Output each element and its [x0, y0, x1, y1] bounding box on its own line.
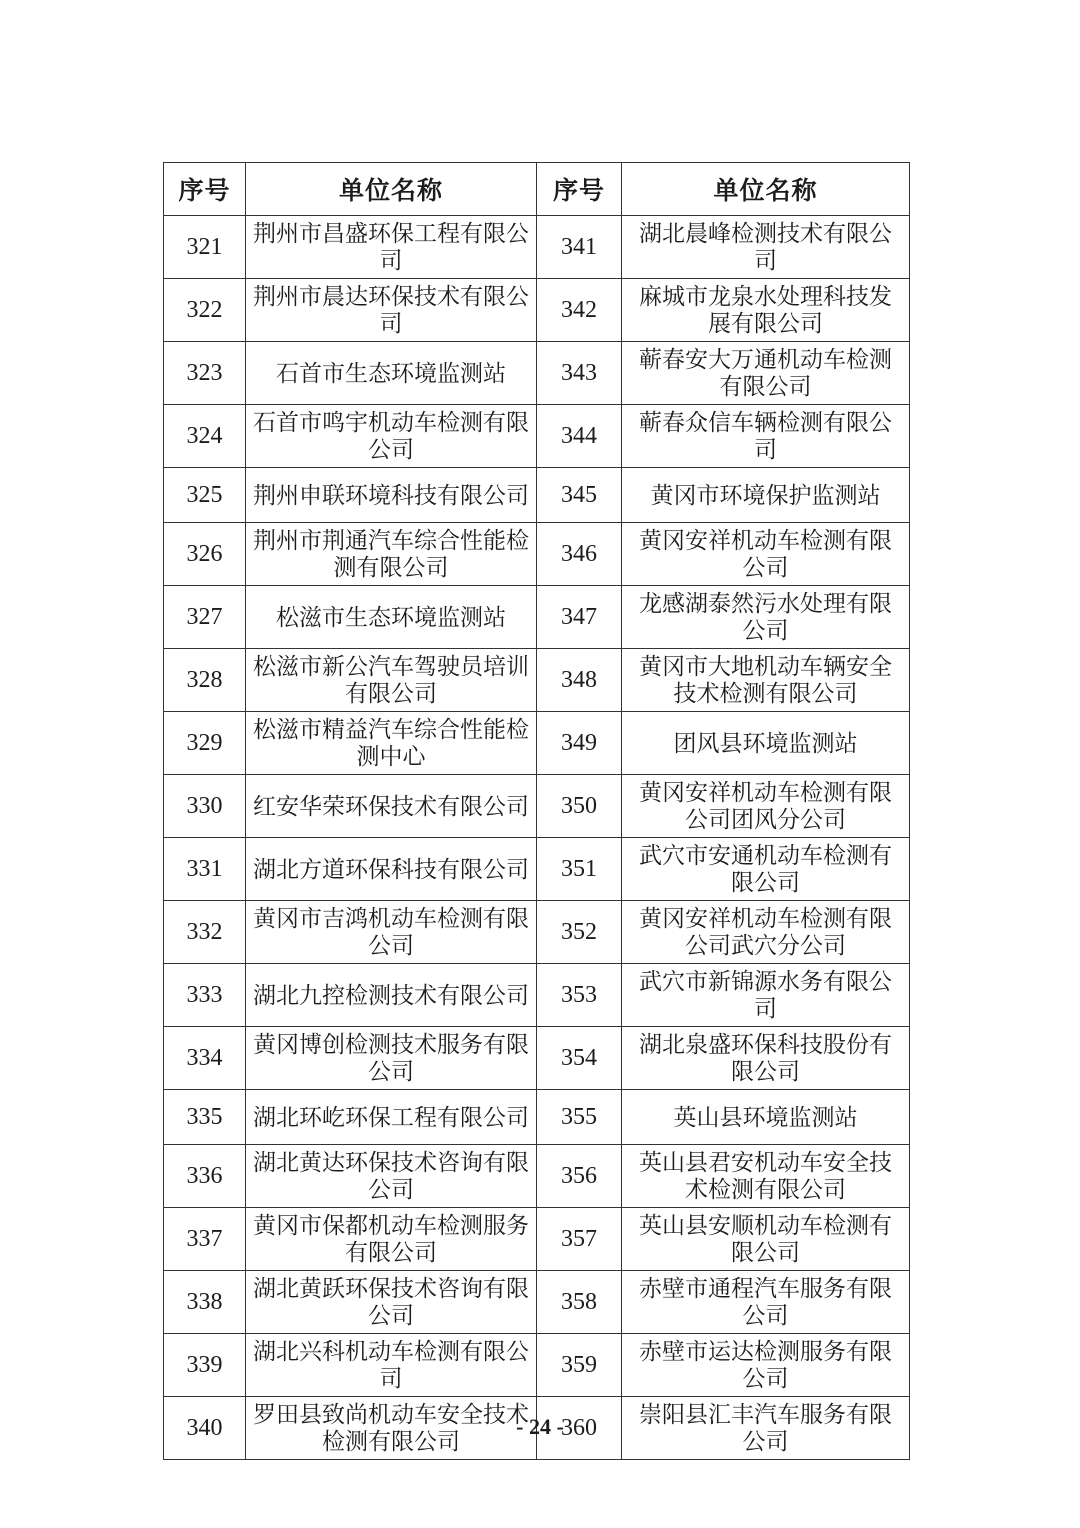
unit-name-cell: 英山县君安机动车安全技术检测有限公司 — [622, 1145, 910, 1208]
unit-name-cell: 赤壁市运达检测服务有限公司 — [622, 1334, 910, 1397]
unit-name-cell: 松滋市新公汽车驾驶员培训有限公司 — [246, 649, 537, 712]
unit-name-cell: 湖北黄达环保技术咨询有限公司 — [246, 1145, 537, 1208]
unit-name-cell: 松滋市生态环境监测站 — [246, 586, 537, 649]
unit-name-cell: 荆州市荆通汽车综合性能检测有限公司 — [246, 523, 537, 586]
serial-number-cell: 356 — [537, 1145, 622, 1208]
table-row — [164, 523, 910, 586]
unit-name-cell: 英山县环境监测站 — [622, 1090, 910, 1145]
units-table — [163, 162, 910, 1460]
table-row — [164, 1027, 910, 1090]
page-footer — [0, 1414, 1080, 1440]
serial-number-cell: 355 — [537, 1090, 622, 1145]
table-row — [164, 901, 910, 964]
table-row — [164, 1145, 910, 1208]
header-unit-name-left: 单位名称 — [246, 163, 537, 216]
serial-number-cell: 350 — [537, 775, 622, 838]
table-row — [164, 1271, 910, 1334]
unit-name-cell: 武穴市新锦源水务有限公司 — [622, 964, 910, 1027]
table-row — [164, 1208, 910, 1271]
serial-number-cell: 331 — [164, 838, 246, 901]
unit-name-cell: 麻城市龙泉水处理科技发展有限公司 — [622, 279, 910, 342]
unit-name-cell: 黄冈安祥机动车检测有限公司团风分公司 — [622, 775, 910, 838]
table-row — [164, 405, 910, 468]
table-row — [164, 712, 910, 775]
table-row — [164, 586, 910, 649]
unit-name-cell: 荆州市昌盛环保工程有限公司 — [246, 216, 537, 279]
unit-name-cell: 松滋市精益汽车综合性能检测中心 — [246, 712, 537, 775]
unit-name-cell: 团风县环境监测站 — [622, 712, 910, 775]
serial-number-cell: 335 — [164, 1090, 246, 1145]
unit-name-cell: 蕲春安大万通机动车检测有限公司 — [622, 342, 910, 405]
table-header — [164, 163, 910, 216]
unit-name-cell: 湖北环屹环保工程有限公司 — [246, 1090, 537, 1145]
header-serial-left: 序号 — [164, 163, 246, 216]
unit-name-cell: 黄冈博创检测技术服务有限公司 — [246, 1027, 537, 1090]
serial-number-cell: 357 — [537, 1208, 622, 1271]
serial-number-cell: 325 — [164, 468, 246, 523]
table-row — [164, 1090, 910, 1145]
unit-name-cell: 武穴市安通机动车检测有限公司 — [622, 838, 910, 901]
serial-number-cell: 352 — [537, 901, 622, 964]
unit-name-cell: 黄冈市保都机动车检测服务有限公司 — [246, 1208, 537, 1271]
serial-number-cell: 359 — [537, 1334, 622, 1397]
header-row — [164, 163, 910, 216]
table-body — [164, 216, 910, 1460]
serial-number-cell: 343 — [537, 342, 622, 405]
serial-number-cell: 351 — [537, 838, 622, 901]
serial-number-cell: 324 — [164, 405, 246, 468]
unit-name-cell: 湖北泉盛环保科技股份有限公司 — [622, 1027, 910, 1090]
serial-number-cell: 334 — [164, 1027, 246, 1090]
serial-number-cell: 353 — [537, 964, 622, 1027]
serial-number-cell: 323 — [164, 342, 246, 405]
serial-number-cell: 342 — [537, 279, 622, 342]
table-row — [164, 468, 910, 523]
serial-number-cell: 330 — [164, 775, 246, 838]
serial-number-cell: 336 — [164, 1145, 246, 1208]
unit-name-cell: 蕲春众信车辆检测有限公司 — [622, 405, 910, 468]
table-row — [164, 649, 910, 712]
serial-number-cell: 345 — [537, 468, 622, 523]
table-row — [164, 342, 910, 405]
table-row — [164, 1334, 910, 1397]
header-serial-right: 序号 — [537, 163, 622, 216]
serial-number-cell: 358 — [537, 1271, 622, 1334]
serial-number-cell: 349 — [537, 712, 622, 775]
serial-number-cell: 337 — [164, 1208, 246, 1271]
serial-number-cell: 348 — [537, 649, 622, 712]
unit-name-cell: 湖北九控检测技术有限公司 — [246, 964, 537, 1027]
serial-number-cell: 326 — [164, 523, 246, 586]
unit-name-cell: 黄冈市大地机动车辆安全技术检测有限公司 — [622, 649, 910, 712]
serial-number-cell: 338 — [164, 1271, 246, 1334]
unit-name-cell: 荆州市晨达环保技术有限公司 — [246, 279, 537, 342]
unit-name-cell: 湖北兴科机动车检测有限公司 — [246, 1334, 537, 1397]
unit-name-cell: 黄冈安祥机动车检测有限公司 — [622, 523, 910, 586]
table-row — [164, 216, 910, 279]
table-row — [164, 964, 910, 1027]
unit-name-cell: 湖北方道环保科技有限公司 — [246, 838, 537, 901]
serial-number-cell: 347 — [537, 586, 622, 649]
serial-number-cell: 322 — [164, 279, 246, 342]
serial-number-cell: 321 — [164, 216, 246, 279]
serial-number-cell: 341 — [537, 216, 622, 279]
unit-name-cell: 湖北黄跃环保技术咨询有限公司 — [246, 1271, 537, 1334]
unit-name-cell: 崇阳县汇丰汽车服务有限公司 — [622, 1397, 910, 1460]
unit-name-cell: 黄冈安祥机动车检测有限公司武穴分公司 — [622, 901, 910, 964]
unit-name-cell: 石首市鸣宇机动车检测有限公司 — [246, 405, 537, 468]
unit-name-cell: 英山县安顺机动车检测有限公司 — [622, 1208, 910, 1271]
serial-number-cell: 354 — [537, 1027, 622, 1090]
unit-name-cell: 龙感湖泰然污水处理有限公司 — [622, 586, 910, 649]
serial-number-cell: 339 — [164, 1334, 246, 1397]
unit-name-cell: 黄冈市吉鸿机动车检测有限公司 — [246, 901, 537, 964]
unit-name-cell: 石首市生态环境监测站 — [246, 342, 537, 405]
unit-name-cell: 湖北晨峰检测技术有限公司 — [622, 216, 910, 279]
serial-number-cell: 344 — [537, 405, 622, 468]
unit-name-cell: 红安华荣环保技术有限公司 — [246, 775, 537, 838]
serial-number-cell: 360 — [537, 1397, 622, 1460]
header-unit-name-right: 单位名称 — [622, 163, 910, 216]
serial-number-cell: 329 — [164, 712, 246, 775]
unit-name-cell: 荆州申联环境科技有限公司 — [246, 468, 537, 523]
serial-number-cell: 328 — [164, 649, 246, 712]
serial-number-cell: 333 — [164, 964, 246, 1027]
serial-number-cell: 346 — [537, 523, 622, 586]
serial-number-cell: 340 — [164, 1397, 246, 1460]
unit-name-cell: 罗田县致尚机动车安全技术检测有限公司 — [246, 1397, 537, 1460]
unit-name-cell: 赤壁市通程汽车服务有限公司 — [622, 1271, 910, 1334]
page-number: - 24 - — [516, 1414, 564, 1439]
table-row — [164, 775, 910, 838]
serial-number-cell: 332 — [164, 901, 246, 964]
unit-name-cell: 黄冈市环境保护监测站 — [622, 468, 910, 523]
serial-number-cell: 327 — [164, 586, 246, 649]
table-row — [164, 279, 910, 342]
table-row — [164, 838, 910, 901]
